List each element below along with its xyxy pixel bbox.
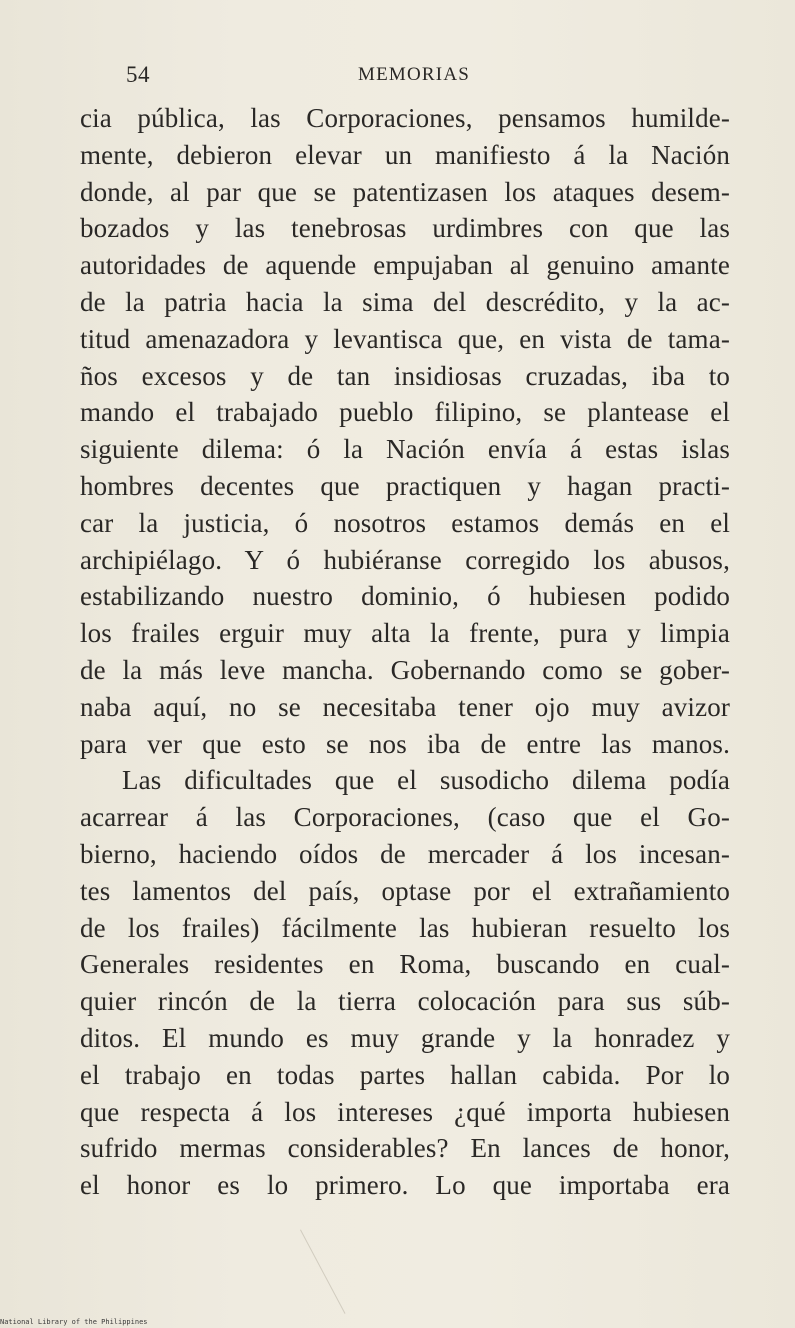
text-line: mando el trabajado pueblo filipino, se plantease el xyxy=(80,397,730,428)
running-head xyxy=(0,62,795,94)
text-line: car la justicia, ó nosotros estamos demás en el xyxy=(80,507,730,538)
text-line: de los frailes) fácilmente las hubieran resuelto los xyxy=(80,912,730,943)
text-line: titud amenazadora y levantisca que, en vista de tama- xyxy=(80,323,730,354)
text-line: mente, debieron elevar un manifiesto á la Nación xyxy=(80,139,730,170)
text-line: hombres decentes que practiquen y hagan practi- xyxy=(80,470,730,501)
text-line: que respecta á los intereses ¿qué importa hubiesen xyxy=(80,1096,730,1127)
text-line: el honor es lo primero. Lo que importaba era xyxy=(80,1170,730,1201)
text-line: Generales residentes en Roma, buscando en cual- xyxy=(80,949,730,980)
body-text xyxy=(80,100,730,1204)
paragraph-start-line: Las dificultades que el susodicho dilema podía xyxy=(122,765,730,796)
text-line: archipiélago. Y ó hubiéranse corregido los abusos, xyxy=(80,544,730,575)
page-number: 54 xyxy=(126,62,150,87)
text-line: los frailes erguir muy alta la frente, pura y limpia xyxy=(80,618,730,649)
text-line: para ver que esto se nos iba de entre las manos. xyxy=(80,728,730,759)
text-line: de la patria hacia la sima del descrédito, y la ac- xyxy=(80,286,730,317)
paper-crease xyxy=(300,1230,345,1314)
text-line: estabilizando nuestro dominio, ó hubiesen podido xyxy=(80,581,730,612)
library-credit: National Library of the Philippines xyxy=(0,1318,148,1326)
text-line: cia pública, las Corporaciones, pensamos humilde- xyxy=(80,103,730,133)
text-line: autoridades de aquende empujaban al genuino amante xyxy=(80,250,730,281)
text-line: tes lamentos del país, optase por el extrañamiento xyxy=(80,875,730,906)
text-line: quier rincón de la tierra colocación para sus súb- xyxy=(80,986,730,1017)
text-line: siguiente dilema: ó la Nación envía á estas islas xyxy=(80,434,730,465)
text-line: bozados y las tenebrosas urdimbres con que las xyxy=(80,213,730,244)
text-line: bierno, haciendo oídos de mercader á los incesan- xyxy=(80,838,730,869)
text-line: naba aquí, no se necesitaba tener ojo muy avizor xyxy=(80,691,730,722)
text-line: ditos. El mundo es muy grande y la honradez y xyxy=(80,1022,730,1053)
running-title: MEMORIAS xyxy=(358,64,471,85)
text-line: ños excesos y de tan insidiosas cruzadas, iba to xyxy=(80,360,730,391)
text-line: de la más leve mancha. Gobernando como se gober- xyxy=(80,654,730,685)
text-line: sufrido mermas considerables? En lances de honor, xyxy=(80,1133,730,1164)
text-line: acarrear á las Corporaciones, (caso que el Go- xyxy=(80,802,730,833)
text-line: el trabajo en todas partes hallan cabida. Por lo xyxy=(80,1059,730,1090)
text-line: donde, al par que se patentizasen los ataques desem- xyxy=(80,176,730,207)
